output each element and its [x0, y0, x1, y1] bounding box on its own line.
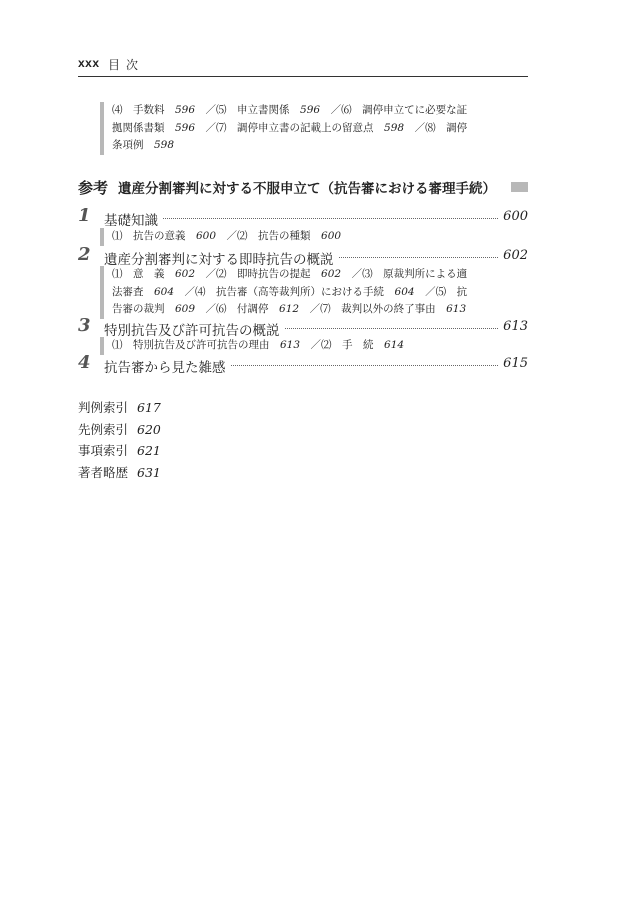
subitem-text: ⑷ 手数料 [112, 104, 175, 116]
subitem-line [112, 266, 532, 284]
subitem-text: ⑴ 意 義 [112, 268, 175, 280]
subitem-text: ／⑸ 申立書関係 [195, 104, 301, 116]
subitem-text: ／⑵ 即時抗告の提起 [195, 268, 322, 280]
index-list [78, 398, 161, 484]
subitem-page: 600 [321, 230, 342, 242]
section-number: 2 [78, 244, 91, 265]
reference-bar [511, 182, 528, 192]
subitem-line [112, 337, 532, 355]
subitem-page: 609 [175, 303, 196, 315]
subitem-line [112, 137, 532, 155]
subitem-text: 条項例 [112, 139, 154, 151]
page-title: 目次 [108, 58, 145, 72]
section-2-subitems [100, 266, 532, 319]
toc-section-2[interactable] [78, 246, 528, 268]
subitem-text: ／⑵ 手 続 [300, 339, 385, 351]
subitem-page: 602 [321, 268, 342, 280]
index-label: 先例索引 [78, 421, 129, 437]
subitem-text: ／⑺ 調停申立書の記載上の留意点 [195, 121, 385, 134]
subitem-line [112, 102, 532, 120]
index-item[interactable] [78, 420, 161, 442]
index-page: 621 [137, 443, 161, 458]
section-page: 615 [500, 356, 528, 371]
subitem-page: 596 [300, 104, 321, 116]
subitem-line [112, 120, 532, 138]
section-title[interactable]: 基礎知識 [104, 209, 162, 229]
index-item[interactable] [78, 441, 161, 463]
section-page: 600 [500, 209, 528, 224]
toc-section-4[interactable] [78, 354, 528, 376]
section-1-subitems [100, 228, 532, 246]
subitem-text: ／⑵ 抗告の種類 [216, 230, 322, 242]
subitem-page: 604 [154, 285, 175, 298]
toc-section-1[interactable] [78, 207, 528, 229]
subitem-text: ／⑺ 裁判以外の終了事由 [299, 303, 447, 315]
subitem-page: 613 [446, 303, 467, 315]
toc-section-3[interactable] [78, 317, 528, 339]
subitem-line [112, 228, 532, 246]
leader-dots [104, 218, 498, 219]
section-number: 1 [78, 205, 91, 226]
subitem-text: 告審の裁判 [112, 303, 175, 315]
index-page: 617 [137, 400, 161, 415]
subitem-page: 604 [394, 285, 415, 298]
subitem-text: 法審査 [112, 285, 154, 298]
index-label: 著者略歴 [78, 464, 129, 480]
reference-label: 参考 [78, 179, 109, 197]
subitem-page: 598 [154, 139, 175, 151]
header-rule [78, 76, 528, 77]
section-number: 3 [78, 315, 91, 336]
section-title[interactable]: 特別抗告及び許可抗告の概説 [104, 319, 284, 339]
subitem-page: 612 [279, 303, 300, 315]
subitem-page: 598 [384, 121, 405, 134]
section-page: 602 [500, 248, 528, 263]
page-header [78, 56, 528, 74]
section-title[interactable]: 遺産分割審判に対する即時抗告の概説 [104, 248, 338, 268]
reference-title: 遺産分割審判に対する不服申立て（抗告審における審理手続） [118, 181, 497, 197]
subitem-page: 596 [175, 121, 196, 134]
subitem-line [112, 301, 532, 319]
subitem-page: 613 [280, 339, 301, 351]
index-label: 事項索引 [78, 443, 129, 458]
index-item[interactable] [78, 463, 161, 485]
subitem-page: 602 [175, 268, 196, 280]
subitem-page: 596 [175, 104, 196, 116]
subitem-text: ／⑹ 調停申立てに必要な証 [320, 104, 468, 116]
subitem-text: ⑴ 抗告の意義 [112, 230, 196, 242]
index-page: 620 [137, 421, 161, 437]
subitem-text: ／⑻ 調停 [404, 121, 468, 134]
index-page: 631 [137, 464, 161, 480]
subitem-text: 拠関係書類 [112, 121, 175, 134]
subitem-text: ／⑶ 原裁判所による適 [341, 268, 468, 280]
subitem-text: ／⑸ 抗 [414, 285, 468, 298]
subitem-page: 614 [384, 339, 405, 351]
subitem-line [112, 284, 532, 302]
page-number: xxx [78, 56, 100, 70]
subitem-text: ／⑷ 抗告審（高等裁判所）における手続 [174, 285, 395, 298]
section-page: 613 [500, 319, 528, 334]
toc-continued-block [100, 102, 532, 155]
section-title[interactable]: 抗告審から見た雑感 [104, 356, 230, 376]
index-label: 判例索引 [78, 400, 129, 415]
subitem-text: ／⑹ 付調停 [195, 303, 280, 315]
section-3-subitems [100, 337, 532, 355]
reference-heading [78, 177, 528, 197]
subitem-page: 600 [196, 230, 217, 242]
index-item[interactable] [78, 398, 161, 420]
subitem-text: ⑴ 特別抗告及び許可抗告の理由 [112, 339, 280, 351]
section-number: 4 [78, 352, 91, 373]
